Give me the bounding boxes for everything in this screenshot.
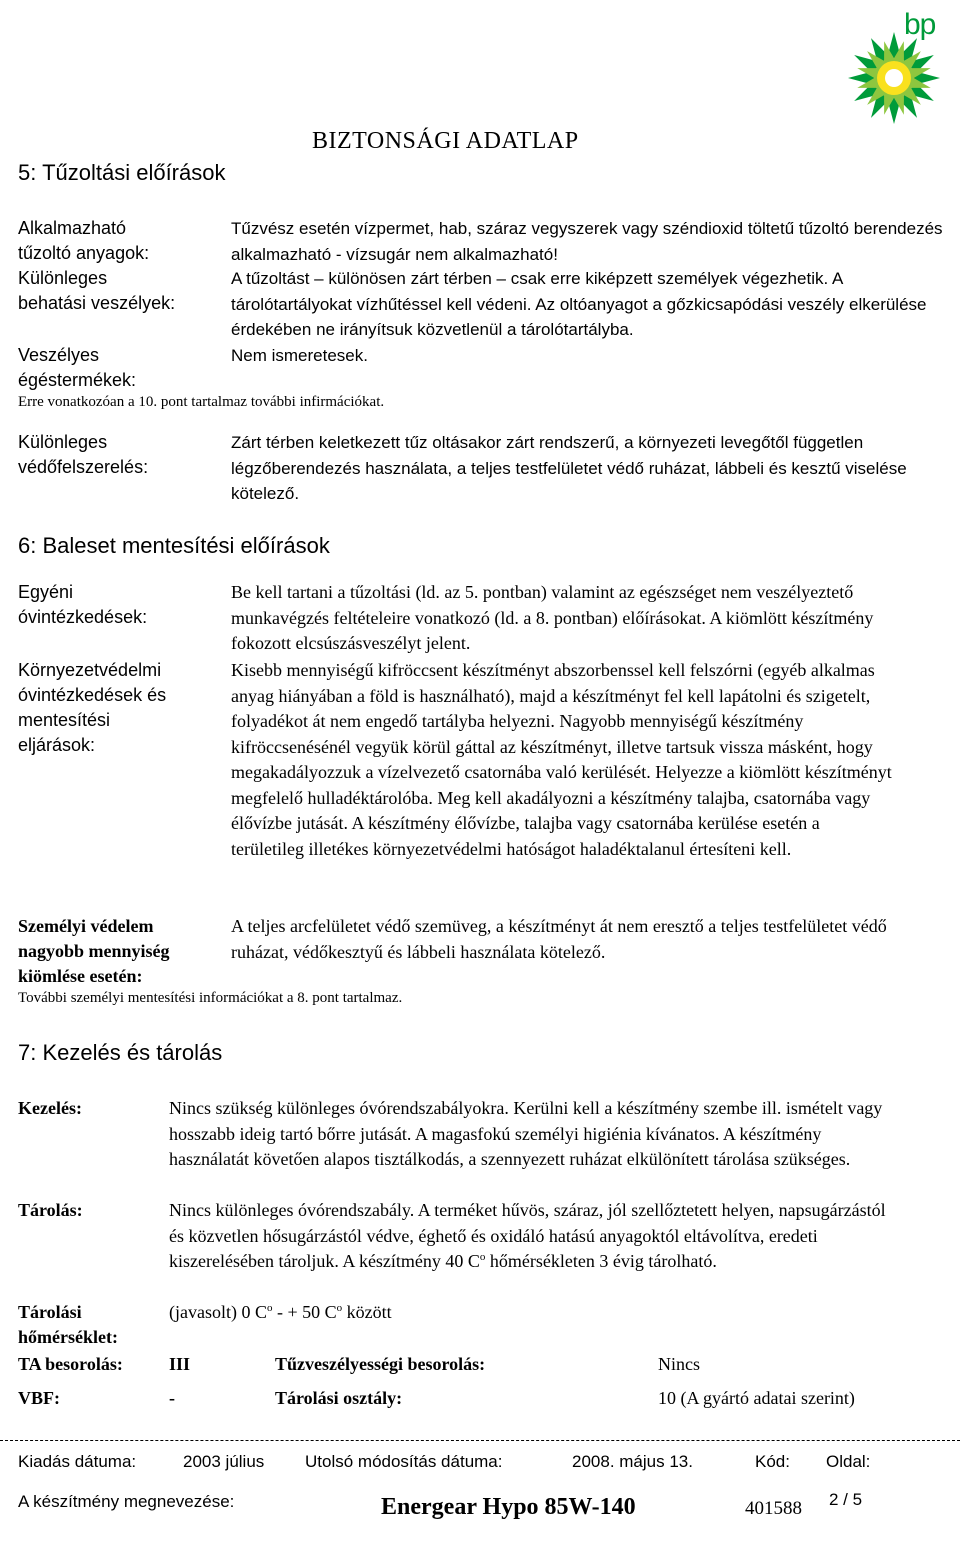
document-title: BIZTONSÁGI ADATLAP — [312, 128, 579, 154]
product-code: 401588 — [745, 1498, 802, 1519]
hazard-label: Különleges behatási veszélyek: — [18, 268, 176, 313]
bp-logo-text: bp — [904, 8, 936, 41]
storage-text: Nincs különleges óvórendszabály. A terméket hűvös, száraz, jól szellőztetett helyen, napsugárzástól és közvetlen hősugárzástól védve, éghető és oxidáló hatású anyagoktól eltávolítva, eredeti kiszerelésében tároljuk. A készítmény 40 $C^o$ hőmérsékleten 3 évig tárolható. — [169, 1200, 886, 1271]
vbf-label: VBF: — [18, 1388, 60, 1408]
individual-label: Egyéni óvintézkedések: — [18, 582, 148, 627]
hazard-text: A tűzoltást – különösen zárt térben – csak erre kiképzett személyek végezhetik. A tárolótartályokat vízhűtéssel kell védeni. Az oltóanyagot a gőzkicsapódási veszély elkerülése érdekében ne irányítsuk közvetlenül a tárolótartályba. — [231, 269, 927, 339]
individual-text: Be kell tartani a tűzoltási (ld. az 5. pontban) valamint az egészséget nem veszélyeztető munkavégzés feltételeire vonatkozó (ld. a 8. pontban) előírásokat. A kiömlött készítmény fokozott elcsúszásveszélyt jelent. — [231, 582, 874, 653]
bp-logo — [836, 8, 952, 124]
section-7-title: 7: Kezelés és tárolás — [18, 1040, 223, 1065]
extinguisher-label: Alkalmazható tűzoltó anyagok: — [18, 218, 150, 263]
section-6-reference-note: További személyi mentesítési információkat a 8. pont tartalmaz. — [18, 990, 403, 1006]
ta-label: TA besorolás: — [18, 1354, 123, 1374]
bp-helios-icon — [836, 8, 952, 124]
temperature-text: (javasolt) 0 $C^o$ - + 50 $C^o$ között — [169, 1302, 392, 1322]
issue-date-value: 2003 július — [183, 1452, 265, 1471]
code-label: Kód: — [755, 1452, 790, 1471]
product-label: A készítmény megnevezése: — [18, 1492, 235, 1511]
page-number: 2 / 5 — [829, 1490, 863, 1509]
personal-label: Személyi védelem nagyobb mennyiség kiömlése esetén: — [18, 916, 170, 986]
section-5-title: 5: Tűzoltási előírások — [18, 160, 226, 185]
temperature-label: Tárolási hőmérséklet: — [18, 1302, 118, 1347]
extinguisher-text: Tűzvész esetén vízpermet, hab, száraz vegyszerek vagy széndioxid töltetű tűzoltó berendezés alkalmazható - vízsugár nem alkalmazható! — [231, 219, 943, 264]
storage-label: Tárolás: — [18, 1200, 83, 1220]
combustion-label: Veszélyes égéstermékek: — [18, 345, 137, 390]
fire-class-value: Nincs — [658, 1354, 700, 1374]
storage-class-label: Tárolási osztály: — [275, 1388, 403, 1408]
environment-label: Környezetvédelmi óvintézkedések és mentesítési eljárások: — [18, 660, 167, 755]
modified-date-value: 2008. május 13. — [572, 1452, 693, 1471]
product-name: Energear Hypo 85W-140 — [381, 1494, 636, 1520]
modified-date-label: Utolsó módosítás dátuma: — [305, 1452, 503, 1471]
section-5-reference-note: Erre vonatkozóan a 10. pont tartalmaz további infirmációkat. — [18, 394, 385, 410]
handling-label: Kezelés: — [18, 1098, 82, 1118]
equipment-label: Különleges védőfelszerelés: — [18, 432, 149, 477]
environment-text: Kisebb mennyiségű kifröccsent készítményt abszorbenssel kell felszórni (egyéb alkalmas anyag hiányában a föld is használható), majd a készítményt fel kell lapátolni és szigetelt, folyadékot át nem engedő tartályba helyezni. Nagyobb mennyiségű készítmény kifröccsenésénél vegyük körül gáttal az készítményt, illetve tartsuk vissza másként, hogy megakadályozzuk a vízelvezető csatornába való kerülését. Helyezze a kiömlött készítményt megfelelő hulladéktárolóba. Meg kell akadályozni a készítmény talajba, csatornába vagy élővízbe jutását. A készítmény élővízbe, talajba vagy csatornába kerülése esetén a területileg illetékes környezetvédelmi hatóságot haladéktalanul értesíteni kell. — [231, 660, 892, 859]
footer-rule — [0, 1440, 960, 1441]
vbf-value: - — [169, 1388, 175, 1408]
handling-text: Nincs szükség különleges óvórendszabályokra. Kerülni kell a készítmény szembe ill. ismételt vagy hosszabb ideig tartó bőrre jutását. A magasfokú személyi higiénia kívánatos. A készítmény használatát követően alapos tisztálkodás, a szennyezett ruházat elkülönített tárolása szükséges. — [169, 1098, 883, 1169]
issue-date-label: Kiadás dátuma: — [18, 1452, 137, 1471]
storage-class-value: 10 (A gyártó adatai szerint) — [658, 1388, 855, 1408]
section-6-title: 6: Baleset mentesítési előírások — [18, 533, 330, 558]
fire-class-label: Tűzveszélyességi besorolás: — [275, 1354, 486, 1374]
ta-value: III — [169, 1354, 191, 1374]
page-label: Oldal: — [826, 1452, 871, 1471]
equipment-text: Zárt térben keletkezett tűz oltásakor zárt rendszerű, a környezeti levegőtől független légzőberendezés használata, a teljes testfelületet védő ruházat, lábbeli és kesztű viselése kötelező. — [231, 433, 907, 503]
personal-text: A teljes arcfelületet védő szemüveg, a készítményt át nem eresztő a teljes testfelületet védő ruházat, védőkesztyű és lábbeli használata kötelező. — [231, 916, 887, 962]
combustion-text: Nem ismeretesek. — [231, 346, 368, 365]
